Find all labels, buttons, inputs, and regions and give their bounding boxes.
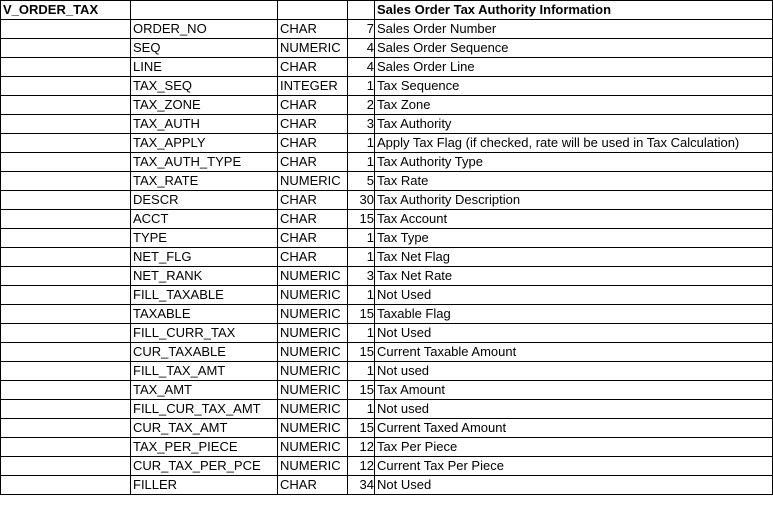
field-description-cell: Tax Account [375,210,773,229]
empty-cell [1,400,131,419]
table-row [1,115,773,134]
empty-cell [1,267,131,286]
field-type-cell: NUMERIC [278,305,348,324]
field-length-cell: 1 [348,248,375,267]
table-row [1,400,773,419]
field-type-cell: CHAR [278,476,348,495]
field-name-cell: TAX_PER_PIECE [131,438,278,457]
field-type-cell: INTEGER [278,77,348,96]
field-description-cell: Current Tax Per Piece [375,457,773,476]
field-description-cell: Not Used [375,324,773,343]
field-length-cell: 1 [348,400,375,419]
empty-cell [1,324,131,343]
field-description-cell: Tax Authority Type [375,153,773,172]
empty-cell [1,115,131,134]
table-row [1,324,773,343]
empty-cell [278,1,348,20]
table-row [1,419,773,438]
field-length-cell: 3 [348,267,375,286]
empty-cell [1,305,131,324]
empty-cell [131,1,278,20]
field-length-cell: 12 [348,457,375,476]
empty-cell [1,134,131,153]
field-type-cell: CHAR [278,96,348,115]
empty-cell [1,77,131,96]
field-length-cell: 15 [348,305,375,324]
field-name-cell: TAX_AUTH [131,115,278,134]
field-length-cell: 1 [348,362,375,381]
table-row [1,191,773,210]
field-type-cell: NUMERIC [278,419,348,438]
field-description-cell: Tax Rate [375,172,773,191]
field-description-cell: Taxable Flag [375,305,773,324]
table-row [1,39,773,58]
field-name-cell: TYPE [131,229,278,248]
field-description-cell: Not used [375,362,773,381]
empty-cell [348,1,375,20]
header-row [1,1,773,20]
field-name-cell: LINE [131,58,278,77]
field-name-cell: SEQ [131,39,278,58]
field-length-cell: 1 [348,229,375,248]
empty-cell [1,248,131,267]
field-description-cell: Tax Zone [375,96,773,115]
field-type-cell: NUMERIC [278,286,348,305]
table-row [1,20,773,39]
field-type-cell: CHAR [278,153,348,172]
field-type-cell: NUMERIC [278,343,348,362]
empty-cell [1,457,131,476]
field-type-cell: CHAR [278,115,348,134]
table-row [1,476,773,495]
field-description-cell: Sales Order Number [375,20,773,39]
field-name-cell: ACCT [131,210,278,229]
table-row [1,457,773,476]
field-name-cell: TAX_APPLY [131,134,278,153]
field-length-cell: 2 [348,96,375,115]
field-description-cell: Current Taxed Amount [375,419,773,438]
table-row [1,286,773,305]
field-name-cell: CUR_TAX_AMT [131,419,278,438]
table-description-cell: Sales Order Tax Authority Information [375,1,773,20]
field-length-cell: 15 [348,210,375,229]
field-description-cell: Not Used [375,476,773,495]
table-row [1,210,773,229]
field-length-cell: 12 [348,438,375,457]
field-name-cell: FILLER [131,476,278,495]
field-description-cell: Tax Authority [375,115,773,134]
field-length-cell: 15 [348,419,375,438]
table-row [1,343,773,362]
field-length-cell: 15 [348,381,375,400]
field-description-cell: Current Taxable Amount [375,343,773,362]
table-row [1,381,773,400]
field-name-cell: TAX_AMT [131,381,278,400]
empty-cell [1,286,131,305]
table-row [1,362,773,381]
field-name-cell: FILL_CUR_TAX_AMT [131,400,278,419]
field-length-cell: 1 [348,286,375,305]
table-row [1,58,773,77]
table-row [1,77,773,96]
field-length-cell: 5 [348,172,375,191]
field-description-cell: Not used [375,400,773,419]
empty-cell [1,419,131,438]
empty-cell [1,96,131,115]
table-body [1,1,773,495]
field-description-cell: Tax Authority Description [375,191,773,210]
field-description-cell: Tax Amount [375,381,773,400]
table-row [1,96,773,115]
field-length-cell: 1 [348,324,375,343]
field-description-cell: Tax Type [375,229,773,248]
field-description-cell: Tax Net Flag [375,248,773,267]
field-type-cell: NUMERIC [278,172,348,191]
field-length-cell: 7 [348,20,375,39]
field-name-cell: FILL_TAXABLE [131,286,278,305]
field-type-cell: CHAR [278,248,348,267]
empty-cell [1,381,131,400]
field-name-cell: TAX_RATE [131,172,278,191]
field-name-cell: NET_RANK [131,267,278,286]
field-length-cell: 4 [348,39,375,58]
table-row [1,267,773,286]
empty-cell [1,438,131,457]
table-row [1,248,773,267]
field-name-cell: TAXABLE [131,305,278,324]
table-name-cell: V_ORDER_TAX [1,1,131,20]
field-length-cell: 15 [348,343,375,362]
field-description-cell: Apply Tax Flag (if checked, rate will be used in Tax Calculation) [375,134,773,153]
field-name-cell: ORDER_NO [131,20,278,39]
empty-cell [1,343,131,362]
field-name-cell: CUR_TAX_PER_PCE [131,457,278,476]
table-row [1,229,773,248]
empty-cell [1,191,131,210]
field-description-cell: Tax Net Rate [375,267,773,286]
empty-cell [1,476,131,495]
field-type-cell: CHAR [278,191,348,210]
field-type-cell: CHAR [278,58,348,77]
field-type-cell: CHAR [278,20,348,39]
field-type-cell: NUMERIC [278,381,348,400]
field-name-cell: TAX_ZONE [131,96,278,115]
field-type-cell: NUMERIC [278,400,348,419]
field-description-cell: Sales Order Line [375,58,773,77]
field-length-cell: 4 [348,58,375,77]
field-type-cell: NUMERIC [278,457,348,476]
table-row [1,153,773,172]
field-name-cell: FILL_TAX_AMT [131,362,278,381]
field-length-cell: 1 [348,153,375,172]
field-type-cell: NUMERIC [278,362,348,381]
field-type-cell: CHAR [278,229,348,248]
field-length-cell: 30 [348,191,375,210]
field-name-cell: DESCR [131,191,278,210]
field-description-cell: Tax Per Piece [375,438,773,457]
field-type-cell: CHAR [278,210,348,229]
field-type-cell: CHAR [278,134,348,153]
table-row [1,172,773,191]
empty-cell [1,210,131,229]
field-length-cell: 34 [348,476,375,495]
empty-cell [1,20,131,39]
field-type-cell: NUMERIC [278,39,348,58]
field-type-cell: NUMERIC [278,267,348,286]
table-row [1,438,773,457]
field-name-cell: FILL_CURR_TAX [131,324,278,343]
field-type-cell: NUMERIC [278,324,348,343]
field-description-cell: Not Used [375,286,773,305]
field-description-cell: Tax Sequence [375,77,773,96]
field-name-cell: TAX_AUTH_TYPE [131,153,278,172]
table-row [1,134,773,153]
field-length-cell: 1 [348,77,375,96]
field-type-cell: NUMERIC [278,438,348,457]
field-name-cell: CUR_TAXABLE [131,343,278,362]
field-length-cell: 3 [348,115,375,134]
empty-cell [1,39,131,58]
table-row [1,305,773,324]
field-description-cell: Sales Order Sequence [375,39,773,58]
field-length-cell: 1 [348,134,375,153]
empty-cell [1,229,131,248]
field-name-cell: TAX_SEQ [131,77,278,96]
empty-cell [1,153,131,172]
empty-cell [1,58,131,77]
empty-cell [1,172,131,191]
field-name-cell: NET_FLG [131,248,278,267]
empty-cell [1,362,131,381]
